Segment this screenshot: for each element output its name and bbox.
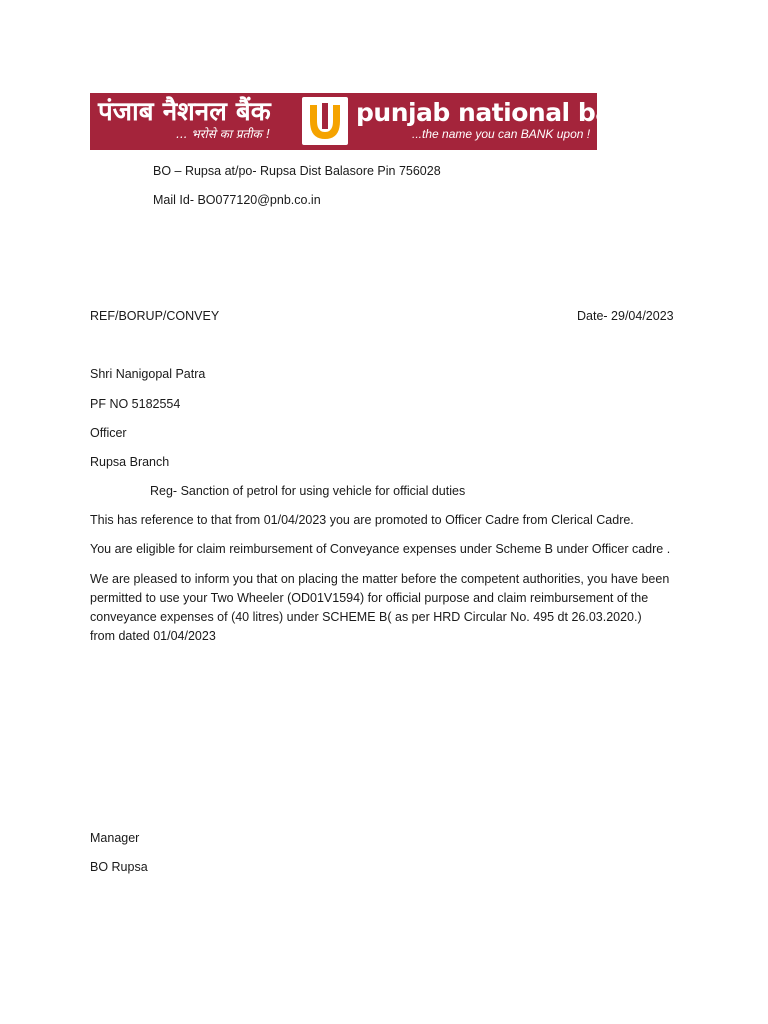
reference-number: REF/BORUP/CONVEY	[90, 309, 220, 323]
body-paragraph-2: You are eligible for claim reimbursement of Conveyance expenses under Scheme B under Officer cadre .	[90, 542, 671, 556]
pnb-logo-icon	[302, 97, 348, 145]
letter-date: Date- 29/04/2023	[577, 309, 674, 323]
letterhead-banner	[90, 93, 646, 150]
recipient-designation: Officer	[90, 426, 127, 440]
recipient-name: Shri Nanigopal Patra	[90, 367, 206, 381]
signatory-title: Manager	[90, 831, 140, 845]
branch-mail: Mail Id- BO077120@pnb.co.in	[153, 193, 321, 207]
body-paragraph-3: We are pleased to inform you that on placing the matter before the competent authorities, you have been permitted to use your Two Wheeler (OD01V1594) for official purpose and claim reimbursement of the conveyance expenses of (40 litres) under SCHEME B( as per HRD Circular No. 495 dt 26.03.2020.) from dated 01/04/2023	[90, 572, 670, 643]
signatory-office: BO Rupsa	[90, 860, 148, 874]
tagline-english: ...the name you can BANK upon !	[412, 127, 591, 141]
letter-subject: Reg- Sanction of petrol for using vehicle for official duties	[150, 484, 466, 498]
recipient-branch: Rupsa Branch	[90, 455, 170, 469]
bank-name-hindi: पंजाब नैशनल बैंक	[98, 97, 271, 127]
tagline-hindi: ... भरोसे का प्रतीक !	[176, 127, 271, 141]
bank-name-english: punjab national bank	[356, 98, 646, 127]
recipient-pf-no: PF NO 5182554	[90, 397, 181, 411]
branch-address: BO – Rupsa at/po- Rupsa Dist Balasore Pin 756028	[153, 164, 441, 178]
body-paragraph-1: This has reference to that from 01/04/2023 you are promoted to Officer Cadre from Clerical Cadre.	[90, 513, 634, 527]
